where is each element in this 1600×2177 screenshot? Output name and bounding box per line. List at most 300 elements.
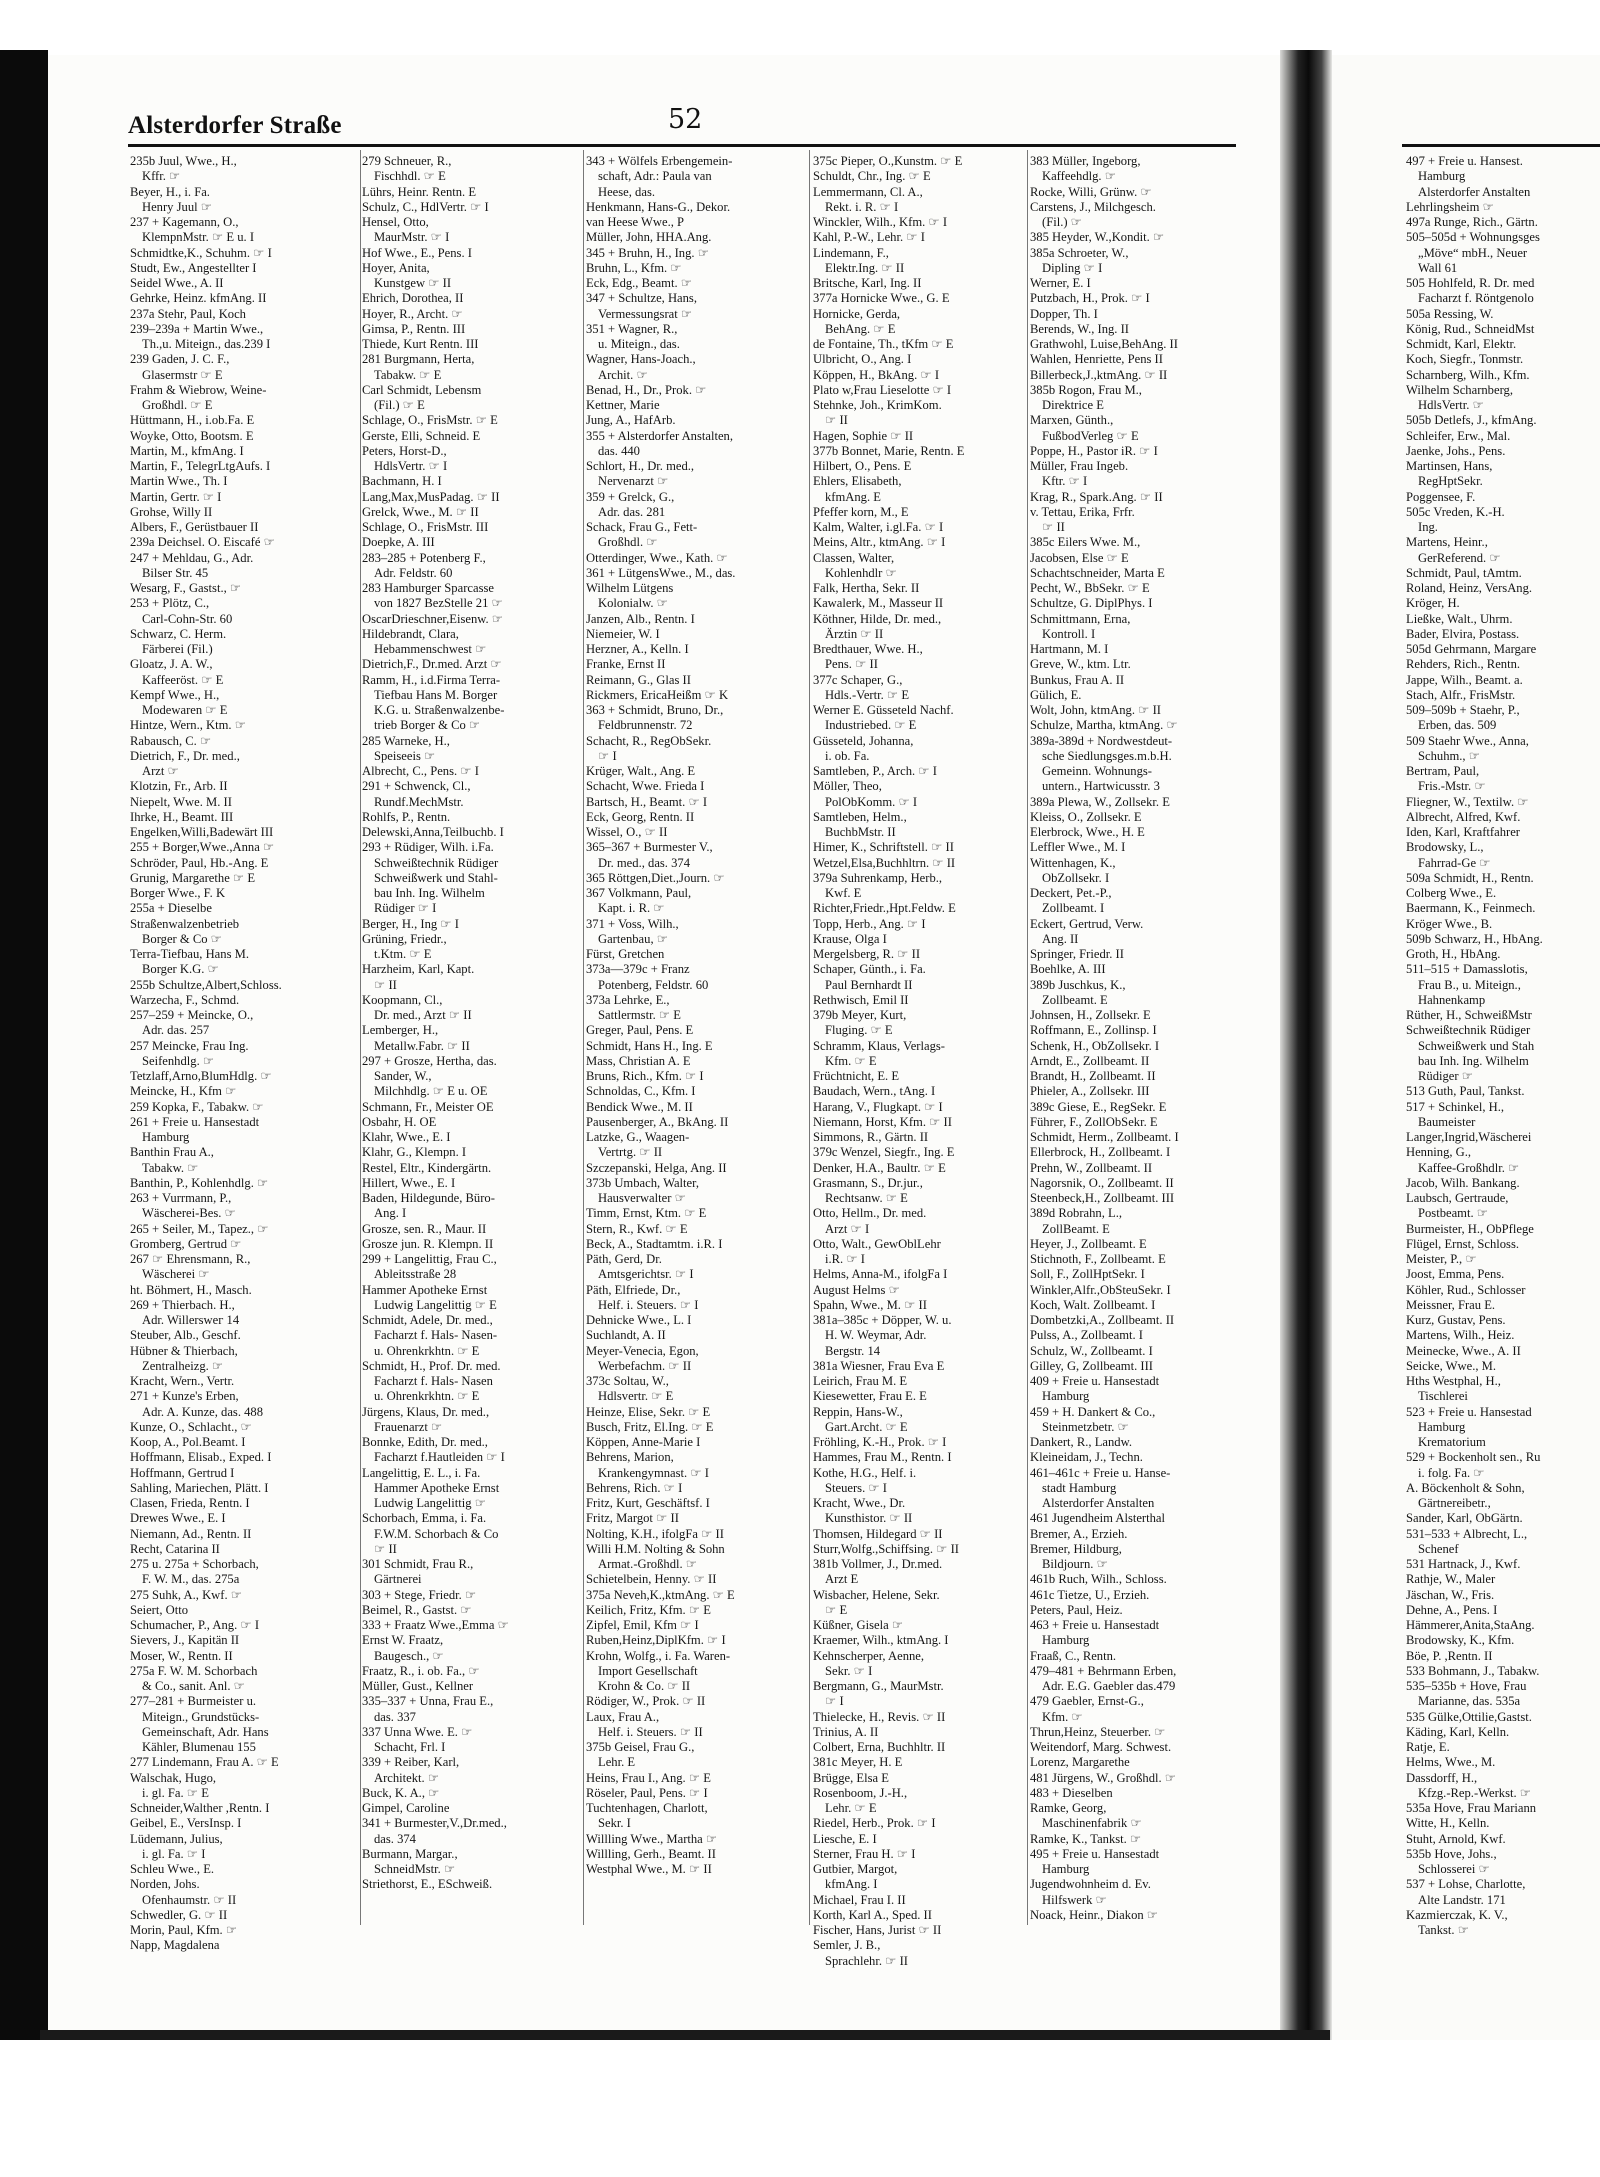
directory-entry-line: Schulz, W., Zollbeamt. I [1030, 1343, 1153, 1358]
directory-entry-line: Modewaren ☞ E [142, 703, 228, 717]
directory-entry-line: 389a Plewa, W., Zollsekr. E [1030, 794, 1170, 809]
directory-entry-line: Krag, R., Spark.Ang. ☞ II [1030, 489, 1163, 504]
directory-entry-line: 285 Warneke, H., [362, 733, 450, 748]
directory-entry-line: Bildjourn. ☞ [1042, 1557, 1108, 1571]
directory-entry-line: Roffmann, E., Zollinsp. I [1030, 1023, 1157, 1038]
page-number: 52 [668, 104, 703, 135]
directory-entry-line: Dehnicke Wwe., L. I [586, 1313, 692, 1327]
directory-entry-line: Fritz, Margot ☞ II [586, 1511, 679, 1526]
directory-entry-line: Wisbacher, Helene, Sekr. [813, 1587, 940, 1602]
directory-entry-line: Röseler, Paul, Pens. ☞ I [586, 1785, 708, 1800]
directory-entry-line: Feldbrunnenstr. 72 [598, 718, 693, 733]
directory-entry-line: Seiert, Otto [130, 1602, 189, 1617]
directory-entry-line: Heinze, Elise, Sekr. ☞ E [586, 1404, 711, 1419]
directory-entry-line: HdlsVertr. ☞ I [374, 459, 448, 473]
directory-entry-line: Korth, Karl A., Sped. II [813, 1907, 932, 1922]
directory-entry-line: Kaffeeröst. ☞ E [142, 672, 224, 687]
directory-entry-line: Wahlen, Henriette, Pens II [1030, 352, 1163, 367]
directory-entry-line: Schmidt, Hans H., Ing. E [586, 1038, 713, 1053]
directory-entry-line: Wall 61 [1418, 260, 1458, 275]
directory-entry-line: Baermann, K., Feinmech. [1406, 901, 1536, 916]
directory-entry-line: Dr. med., das. 374 [598, 855, 690, 870]
directory-entry-line: Rechtsanw. ☞ E [825, 1191, 908, 1205]
directory-entry-line: i. ob. Fa. [825, 748, 870, 763]
directory-entry-line: Gilley, G, Zollbeamt. III [1030, 1358, 1153, 1373]
directory-entry-line: Sander, W., [374, 1069, 432, 1083]
directory-entry-line: 263 + Vurrmann, P., [130, 1191, 232, 1205]
directory-entry-line: Studt, Ew., Angestellter I [130, 260, 257, 275]
directory-entry-line: Müller, Frau Ingeb. [1030, 459, 1129, 473]
directory-entry-line: ☞ II [1042, 520, 1065, 534]
directory-entry-line: 275 u. 275a + Schorbach, [130, 1557, 259, 1571]
directory-entry-line: Eck, Edg., Beamt. ☞ [586, 276, 693, 290]
directory-entry-line: 461–461c + Freie u. Hanse- [1030, 1465, 1171, 1480]
directory-entry-line: Langelittig, E. L., i. Fa. [362, 1465, 481, 1480]
directory-column-4 [813, 154, 1025, 1969]
directory-entry-line: Groth, H., HbAng. [1406, 947, 1501, 961]
directory-entry-line: 497 + Freie u. Hansest. [1406, 154, 1523, 168]
directory-entry-line: Dankert, R., Landw. [1030, 1435, 1133, 1449]
directory-entry-line: Ernst W. Fraatz, [362, 1633, 444, 1648]
directory-entry-line: Köppen, H., BkAng. ☞ I [813, 367, 940, 382]
directory-entry-line: 461c Tietze, U., Erzieh. [1030, 1587, 1150, 1602]
directory-entry-line: Dassdorff, H., [1406, 1770, 1478, 1785]
directory-entry-line: Schuldt, Chr., Ing. ☞ E [813, 169, 931, 184]
directory-entry-line: 381b Vollmer, J., Dr.med. [813, 1557, 943, 1571]
directory-entry-line: Gartenbau, ☞ [598, 931, 669, 946]
directory-entry-line: Stern, R., Kwf. ☞ E [586, 1221, 688, 1236]
directory-entry-line: Koch, Walt. Zollbeamt. I [1030, 1297, 1156, 1312]
directory-entry-line: 379b Meyer, Kurt, [813, 1008, 907, 1022]
directory-entry-line: Semler, J. B., [813, 1938, 881, 1953]
directory-entry-line: ☞ E [825, 1602, 848, 1617]
directory-entry-line: Alte Landstr. 171 [1418, 1892, 1506, 1907]
directory-entry-line: Scharnberg, Wilh., Kfm. [1406, 367, 1530, 382]
directory-entry-line: Rüdiger ☞ I [374, 901, 437, 916]
directory-entry-line: Jaenke, Johs., Pens. [1406, 443, 1506, 458]
directory-entry-line: Adr. das. 281 [598, 504, 666, 519]
directory-entry-line: 259 Kopka, F., Tabakw. ☞ [130, 1099, 264, 1114]
directory-entry-line: Helms, Anna-M., ifolgFa I [813, 1267, 948, 1282]
directory-entry-line: Helf. i. Steuers. ☞ II [598, 1724, 703, 1739]
directory-entry-line: de Fontaine, Th., tKfm ☞ E [813, 337, 954, 351]
directory-entry-line: stadt Hamburg [1042, 1480, 1117, 1495]
directory-entry-line: u. Miteign., das. [598, 337, 680, 351]
directory-entry-line: Morin, Paul, Kfm. ☞ [130, 1923, 238, 1937]
directory-entry-line: Hahnenkamp [1418, 992, 1486, 1007]
directory-entry-line: Kunze, O., Schlacht., ☞ [130, 1419, 252, 1434]
directory-entry-line: 505–505d + Wohnungsges [1406, 230, 1540, 245]
directory-entry-line: Sievers, J., Kapitän II [130, 1633, 240, 1648]
directory-entry-line: 343 + Wölfels Erbengemein- [586, 154, 733, 168]
street-heading: Alsterdorfer Straße [128, 112, 342, 139]
directory-entry-line: Denker, H.A., Baultr. ☞ E [813, 1160, 946, 1175]
directory-entry-line: Stichnoth, F., Zollbeamt. E [1030, 1252, 1166, 1266]
directory-entry-line: Früchtnicht, E. E [813, 1069, 900, 1083]
directory-entry-line: Ing. [1418, 520, 1438, 534]
directory-entry-line: Lindemann, F., [813, 245, 889, 260]
directory-entry-line: Marianne, das. 535a [1418, 1694, 1521, 1709]
directory-entry-line: Poppe, H., Pastor iR. ☞ I [1030, 443, 1158, 458]
directory-entry-line: 461 Jugendheim Alsterthal [1030, 1511, 1166, 1526]
directory-entry-line: Hilbert, O., Pens. E [813, 459, 912, 473]
directory-entry-line: Harang, V., Flugkapt. ☞ I [813, 1099, 943, 1114]
directory-entry-line: Kohlenhdlr ☞ [825, 565, 897, 580]
directory-entry-line: Henkmann, Hans-G., Dekor. [586, 199, 731, 214]
directory-entry-line: Eckert, Gertrud, Verw. [1030, 916, 1144, 931]
directory-entry-line: Kunstgew ☞ II [374, 276, 452, 290]
directory-entry-line: 283 Hamburger Sparcasse [362, 581, 494, 595]
directory-entry-line: 509–509b + Staehr, P., [1406, 703, 1520, 717]
directory-entry-line: Grosze jun. R. Klempn. II [362, 1236, 494, 1251]
column-divider [1027, 150, 1028, 1925]
directory-entry-line: Beimel, R., Gastst. ☞ [362, 1602, 472, 1617]
directory-entry-line: 237a Stehr, Paul, Koch [130, 306, 246, 321]
directory-entry-line: Schmidt, Adele, Dr. med., [362, 1313, 493, 1327]
directory-entry-line: Westphal Wwe., M. ☞ II [586, 1862, 712, 1876]
directory-entry-line: Langer,Ingrid,Wäscherei [1406, 1130, 1532, 1144]
directory-entry-line: Willling Wwe., Martha ☞ [586, 1831, 718, 1846]
directory-entry-line: Fritz, Kurt, Geschäftsf. I [586, 1496, 710, 1510]
directory-entry-line: Classen, Walter, [813, 550, 895, 565]
directory-entry-line: 257 Meincke, Frau Ing. [130, 1038, 249, 1053]
directory-entry-line: Gloatz, J. A. W., [130, 657, 213, 672]
directory-entry-line: ObZollsekr. I [1042, 870, 1110, 885]
directory-entry-line: FußbodVerleg ☞ E [1042, 428, 1139, 443]
directory-entry-line: Schleifer, Erw., Mal. [1406, 428, 1511, 443]
directory-entry-line: Schmidt, Paul, tAmtm. [1406, 565, 1522, 580]
directory-entry-line: Tischlerei [1418, 1389, 1468, 1404]
directory-entry-line: Schmittmann, Erna, [1030, 611, 1131, 626]
directory-entry-line: Gärtnerei [374, 1572, 422, 1587]
directory-entry-line: Phieler, A., Zollsekr. III [1030, 1084, 1150, 1099]
directory-entry-line: A. Böckenholt & Sohn, [1406, 1480, 1525, 1495]
directory-entry-line: Jacobsen, Else ☞ E [1030, 550, 1129, 565]
directory-entry-line: Schuhm., ☞ [1418, 748, 1481, 763]
column-divider [809, 150, 810, 1925]
directory-entry-line: Glasermstr ☞ E [142, 367, 223, 382]
directory-entry-line: Rickmers, EricaHeißm ☞ K [586, 687, 729, 702]
directory-entry-line: Böe, P. ,Rentn. II [1406, 1648, 1493, 1663]
directory-entry-line: Carl Schmidt, Lebensm [362, 382, 482, 397]
directory-entry-line: Seifenhdlg. ☞ [142, 1053, 215, 1068]
directory-entry-line: Schmidt, Karl, Elektr. [1406, 337, 1517, 351]
directory-entry-line: Köppen, Anne-Marie I [586, 1435, 701, 1449]
directory-entry-line: Walschak, Hugo, [130, 1770, 217, 1785]
directory-entry-line: Poggensee, F. [1406, 489, 1476, 504]
directory-entry-line: Rethwisch, Emil II [813, 992, 909, 1007]
directory-entry-line: Käding, Karl, Kelln. [1406, 1724, 1510, 1739]
directory-entry-line: Schacht, Wwe. Frieda I [586, 779, 705, 794]
directory-entry-line: sche Siedlungsges.m.b.H. [1042, 748, 1172, 763]
directory-entry-line: Schaper, Günth., i. Fa. [813, 962, 926, 977]
directory-entry-line: Lehrlingsheim ☞ [1406, 199, 1494, 214]
directory-entry-line: Schenef [1418, 1541, 1459, 1556]
directory-entry-line: Falk, Hertha, Sekr. II [813, 581, 920, 595]
directory-entry-line: Kwf. E [825, 886, 862, 900]
directory-entry-line: Elektr.Ing. ☞ II [825, 260, 905, 275]
directory-column-2 [362, 154, 582, 1893]
directory-entry-line: Zipfel, Emil, Kfm ☞ I [586, 1618, 699, 1632]
directory-entry-line: Krause, Olga I [813, 931, 887, 946]
directory-entry-line: Erben, das. 509 [1418, 718, 1497, 733]
directory-entry-line: Behrens, Marion, [586, 1450, 674, 1465]
directory-entry-line: Grelck, Wwe., M. ☞ II [362, 504, 479, 519]
directory-entry-line: & Co., sanit. Anl. ☞ [142, 1679, 245, 1693]
directory-entry-line: Architekt. ☞ [374, 1770, 440, 1785]
directory-entry-line: Restel, Eltr., Kindergärtn. [362, 1160, 492, 1175]
directory-entry-line: Speiseeis ☞ [374, 748, 436, 763]
directory-entry-line: F.W.M. Schorbach & Co [374, 1526, 499, 1541]
directory-entry-line: Hdlsvertr. ☞ E [598, 1389, 674, 1404]
directory-entry-line: 535 Gülke,Ottilie,Gastst. [1406, 1709, 1532, 1724]
directory-entry-line: Klahr, Wwe., E. I [362, 1130, 451, 1144]
directory-entry-line: Recht, Catarina II [130, 1541, 220, 1556]
directory-entry-line: Niepelt, Wwe. M. II [130, 794, 232, 809]
directory-entry-line: BuchbMstr. II [825, 825, 896, 839]
directory-entry-line: Meinecke, Wwe., A. II [1406, 1343, 1521, 1358]
directory-entry-line: Schacht, R., RegObSekr. [586, 733, 712, 748]
directory-entry-line: Köhler, Rud., Schlosser [1406, 1282, 1526, 1297]
directory-entry-line: Zentralheizg. ☞ [142, 1358, 224, 1373]
directory-entry-line: OscarDrieschner,Eisenw. ☞ [362, 611, 504, 626]
directory-entry-line: Hornicke, Gerda, [813, 306, 901, 321]
directory-entry-line: Fraatz, R., i. ob. Fa., ☞ [362, 1663, 480, 1678]
directory-entry-line: Plato w,Frau Lieselotte ☞ I [813, 382, 952, 397]
directory-entry-line: Napp, Magdalena [130, 1938, 220, 1953]
directory-entry-line: Großhdl. ☞ [598, 535, 658, 550]
directory-entry-line: 385a Schroeter, W., [1030, 245, 1129, 260]
directory-entry-line: Wagner, Hans-Joach., [586, 352, 696, 367]
directory-entry-line: Ärztin ☞ II [825, 626, 884, 641]
directory-entry-line: 339 + Reiber, Karl, [362, 1755, 460, 1770]
directory-entry-line: Wetzel,Elsa,Buchhltrn. ☞ II [813, 855, 956, 870]
directory-entry-line: 373a Lehrke, E., [586, 992, 670, 1007]
directory-entry-line: Henry Juul ☞ [142, 199, 213, 214]
directory-entry-line: K.G. u. Straßenwalzenbe- [374, 703, 505, 717]
directory-entry-line: Bonnke, Edith, Dr. med., [362, 1435, 488, 1449]
directory-entry-line: ☞ II [825, 413, 848, 428]
directory-entry-line: Kehnscherper, Aenne, [813, 1648, 925, 1663]
directory-entry-line: 509b Schwarz, H., HbAng. [1406, 931, 1543, 946]
directory-entry-line: Baumeister [1418, 1114, 1476, 1129]
directory-entry-line: 505b Detlefs, J., kfmAng. [1406, 413, 1537, 428]
directory-entry-line: 255 + Borger,Wwe.,Anna ☞ [130, 840, 275, 855]
directory-entry-line: 275 Suhk, A., Kwf. ☞ [130, 1587, 243, 1602]
directory-entry-line: 513 Guth, Paul, Tankst. [1406, 1084, 1525, 1099]
directory-entry-line: Engelken,Willi,Badewärt III [130, 825, 274, 839]
directory-entry-line: kfmAng. I [825, 1877, 878, 1892]
directory-entry-line: Ehrich, Dorothea, II [362, 291, 464, 306]
directory-entry-line: Kleiss, O., Zollsekr. E [1030, 809, 1142, 824]
directory-entry-line: Hintze, Wern., Ktm. ☞ [130, 718, 247, 733]
directory-entry-line: 479 Gaebler, Ernst-G., [1030, 1694, 1144, 1709]
directory-entry-line: 363 + Schmidt, Bruno, Dr., [586, 703, 724, 717]
directory-entry-line: van Heese Wwe., P [586, 215, 685, 229]
directory-entry-line: Berger, H., Ing ☞ I [362, 916, 459, 931]
directory-entry-line: Spahn, Wwe., M. ☞ II [813, 1297, 927, 1312]
directory-entry-line: Tiefbau Hans M. Borger [374, 687, 498, 702]
directory-entry-line: Lemmermann, Cl. A., [813, 184, 923, 199]
directory-entry-line: Ruben,Heinz,DiplKfm. ☞ I [586, 1633, 726, 1648]
directory-entry-line: Armat.-Großhdl. ☞ [598, 1557, 698, 1571]
directory-entry-line: Zollbeamt. I [1042, 901, 1105, 916]
directory-entry-line: Marxen, Günth., [1030, 413, 1114, 428]
directory-entry-line: Koopmann, Cl., [362, 992, 443, 1007]
directory-entry-line: 371 + Voss, Wilh., [586, 916, 679, 931]
directory-entry-line: Schlort, H., Dr. med., [586, 459, 695, 473]
directory-entry-line: Iden, Karl, Kraftfahrer [1406, 825, 1520, 839]
directory-entry-line: Ließke, Walt., Uhrm. [1406, 611, 1513, 626]
directory-entry-line: von 1827 BezStelle 21 ☞ [374, 596, 503, 611]
directory-entry-line: Sattlermstr. ☞ E [598, 1008, 681, 1022]
directory-entry-line: 523 + Freie u. Hansestad [1406, 1404, 1532, 1419]
directory-entry-line: 483 + Dieselben [1030, 1785, 1113, 1800]
directory-entry-line: Schultze, G. DiplPhys. I [1030, 596, 1153, 611]
directory-entry-line: (Fil.) ☞ E [374, 398, 425, 412]
directory-entry-line: 509a Schmidt, H., Rentn. [1406, 870, 1534, 885]
directory-entry-line: Wäscherei ☞ [142, 1267, 210, 1282]
directory-entry-line: 335–337 + Unna, Frau E., [362, 1694, 494, 1709]
directory-entry-line: Niemann, Ad., Rentn. II [130, 1526, 252, 1541]
directory-entry-line: Hamburg [142, 1130, 190, 1144]
directory-entry-line: Ulbricht, O., Ang. I [813, 352, 912, 367]
directory-entry-line: Adr. Willerswег 14 [142, 1313, 240, 1327]
directory-entry-line: Nagorsnik, O., Zollbeamt. II [1030, 1175, 1174, 1190]
directory-entry-line: Greger, Paul, Pens. E [586, 1023, 694, 1038]
directory-entry-line: Jacob, Wilh. Bankang. [1406, 1175, 1520, 1190]
directory-entry-line: Ramm, H., i.d.Firma Terra- [362, 672, 501, 687]
directory-entry-line: Busch, Fritz, El.Ing. ☞ E [586, 1419, 714, 1434]
directory-entry-line: Dehne, A., Pens. I [1406, 1602, 1498, 1617]
directory-entry-line: 377b Bonnet, Marie, Rentn. E [813, 443, 965, 458]
directory-entry-line: Pecht, W., BbSekr. ☞ E [1030, 581, 1150, 595]
directory-entry-line: Dr. med., Arzt ☞ II [374, 1008, 472, 1022]
directory-entry-line: Seicke, Wwe., M. [1406, 1358, 1497, 1373]
directory-entry-line: 381a Wiesner, Frau Eva E [813, 1358, 945, 1373]
directory-entry-line: Brodowsky, K., Kfm. [1406, 1633, 1515, 1648]
directory-entry-line: Wissel, O., ☞ II [586, 825, 668, 839]
directory-entry-line: Kffr. ☞ [142, 169, 181, 184]
directory-entry-line: 235b Juul, Wwe., H., [130, 154, 237, 168]
directory-entry-line: Soll, F., ZollHptSekr. I [1030, 1267, 1145, 1282]
directory-entry-line: Gromberg, Gertrud ☞ [130, 1236, 242, 1251]
directory-entry-line: Kraemer, Wilh., ktmAng. I [813, 1633, 949, 1648]
directory-entry-line: Steinmetzbetr. ☞ [1042, 1419, 1129, 1434]
directory-entry-line: Schulze, Martha, ktmAng. ☞ [1030, 718, 1178, 733]
directory-entry-line: ☞ I [825, 1694, 844, 1709]
directory-entry-line: Krematorium [1418, 1435, 1486, 1449]
directory-entry-line: Schachtschneider, Marta E [1030, 565, 1165, 580]
directory-entry-line: Albrecht, Alfred, Kwf. [1406, 809, 1521, 824]
directory-entry-line: Schulz, C., HdlVertr. ☞ I [362, 199, 489, 214]
directory-entry-line: Moser, W., Rentn. II [130, 1648, 233, 1663]
directory-entry-line: 275a F. W. M. Schorbach [130, 1663, 258, 1678]
directory-entry-line: Jugendwohnheim d. Ev. [1030, 1877, 1151, 1892]
directory-entry-line: u. Ohrenkrkhtn. ☞ E [374, 1343, 480, 1358]
directory-entry-line: Adr. A. Kunze, das. 488 [142, 1404, 264, 1419]
directory-entry-line: Pfeffer korn, M., E [813, 504, 909, 519]
directory-entry-line: Liesche, E. I [813, 1831, 877, 1846]
directory-entry-line: Bergstr. 14 [825, 1343, 881, 1358]
directory-entry-line: Fluging. ☞ E [825, 1023, 893, 1038]
directory-entry-line: Grasmann, S., Dr.jur., [813, 1175, 923, 1190]
directory-entry-line: Hammes, Frau M., Rentn. I [813, 1450, 952, 1465]
directory-entry-line: ☞ I [598, 748, 617, 763]
directory-entry-line: Helf. i. Steuers. ☞ I [598, 1297, 699, 1312]
directory-entry-line: Richter,Friedr.,Hpt.Feldw. E [813, 901, 956, 916]
directory-entry-line: Krankengymnast. ☞ I [598, 1465, 709, 1480]
directory-entry-line: Rehders, Rich., Rentn. [1406, 657, 1521, 672]
directory-entry-line: Bruhn, L., Kfm. ☞ [586, 260, 682, 275]
directory-entry-line: Flügel, Ernst, Schloss. [1406, 1236, 1519, 1251]
directory-entry-line: Drewes Wwe., E. I [130, 1511, 226, 1526]
directory-entry-line: Bachmann, H. I [362, 474, 442, 489]
directory-entry-line: Terra-Tiefbau, Hans M. [130, 947, 249, 961]
directory-entry-line: Hillert, Wwe., E. I [362, 1175, 456, 1190]
directory-entry-line: u. Ohrenkrkhtn. ☞ E [374, 1389, 480, 1404]
directory-entry-line: 377c Schaper, G., [813, 672, 903, 687]
directory-entry-line: Gerste, Elli, Schneid. E [362, 428, 481, 443]
directory-entry-line: Stehnke, Joh., KrimKom. [813, 398, 942, 412]
directory-entry-line: Lührs, Heinr. Rentn. E [362, 184, 477, 199]
directory-entry-line: 505a Ressing, W. [1406, 306, 1494, 321]
directory-entry-line: Otto, Walt., GewOblLehr [813, 1236, 941, 1251]
directory-entry-line: Putzbach, H., Prok. ☞ I [1030, 291, 1150, 306]
directory-entry-line: Mass, Christian A. E [586, 1053, 691, 1068]
directory-entry-line: 265 + Seiler, M., Tapez., ☞ [130, 1221, 269, 1236]
directory-entry-line: Schmidt, H., Prof. Dr. med. [362, 1358, 501, 1373]
directory-entry-line: 237 + Kagemann, O., [130, 215, 239, 229]
directory-entry-line: Ang. I [374, 1206, 407, 1221]
directory-entry-line: Ehlers, Elisabeth, [813, 474, 902, 489]
directory-entry-line: Pausenberger, A., BkAng. II [586, 1114, 729, 1129]
directory-entry-line: Postbeamt. ☞ [1418, 1206, 1489, 1221]
directory-entry-line: Kftr. ☞ I [1042, 474, 1088, 489]
directory-entry-line: Kurz, Gustav, Pens. [1406, 1313, 1506, 1327]
directory-entry-line: Seidel Wwe., A. II [130, 276, 224, 290]
directory-entry-line: 383 Müller, Ingeborg, [1030, 154, 1141, 168]
directory-entry-line: Kunsthistor. ☞ II [825, 1511, 913, 1526]
directory-entry-line: Hamburg [1418, 169, 1466, 184]
directory-entry-line: BehAng. ☞ E [825, 321, 896, 336]
directory-entry-line: Samtleben, P., Arch. ☞ I [813, 764, 937, 778]
directory-entry-line: Springer, Friedr. II [1030, 947, 1124, 961]
directory-entry-line: Joost, Emma, Pens. [1406, 1267, 1505, 1282]
column-divider [360, 150, 361, 1925]
directory-entry-line: Colbert, Erna, Buchhltr. II [813, 1740, 946, 1754]
directory-entry-line: Kracht, Wwe., Dr. [813, 1496, 906, 1510]
directory-entry-line: 269 + Thierbach. H., [130, 1297, 235, 1312]
directory-entry-line: Niemeier, W. I [586, 626, 660, 641]
directory-entry-line: Martin, Gertr. ☞ I [130, 489, 222, 504]
directory-entry-line: Banthin, P., Kohlenhdlg. ☞ [130, 1175, 269, 1190]
directory-entry-line: Elerbrock, Wwe., H. E [1030, 825, 1145, 839]
directory-entry-line: Hausverwalter ☞ [598, 1191, 686, 1205]
directory-entry-line: Schmidtke,K., Schuhm. ☞ I [130, 245, 272, 260]
directory-entry-line: Arzt ☞ [142, 764, 179, 778]
directory-entry-line: RegHptSekr. [1418, 474, 1483, 489]
directory-entry-line: Hoffmann, Elisab., Exped. I [130, 1450, 272, 1465]
directory-entry-line: Tabakw. ☞ [142, 1160, 199, 1175]
directory-entry-line: Brandt, H., Zollbeamt. II [1030, 1069, 1156, 1083]
directory-entry-line: 293 + Rüdiger, Wilh. i.Fa. [362, 840, 494, 855]
directory-entry-line: Fürst, Gretchen [586, 947, 665, 961]
directory-entry-line: Klotzin, Fr., Arb. II [130, 779, 228, 794]
directory-entry-line: Sekr. ☞ I [825, 1663, 873, 1678]
right-page-header-rule [1402, 144, 1600, 147]
directory-entry-line: Sprachlehr. ☞ II [825, 1953, 908, 1968]
